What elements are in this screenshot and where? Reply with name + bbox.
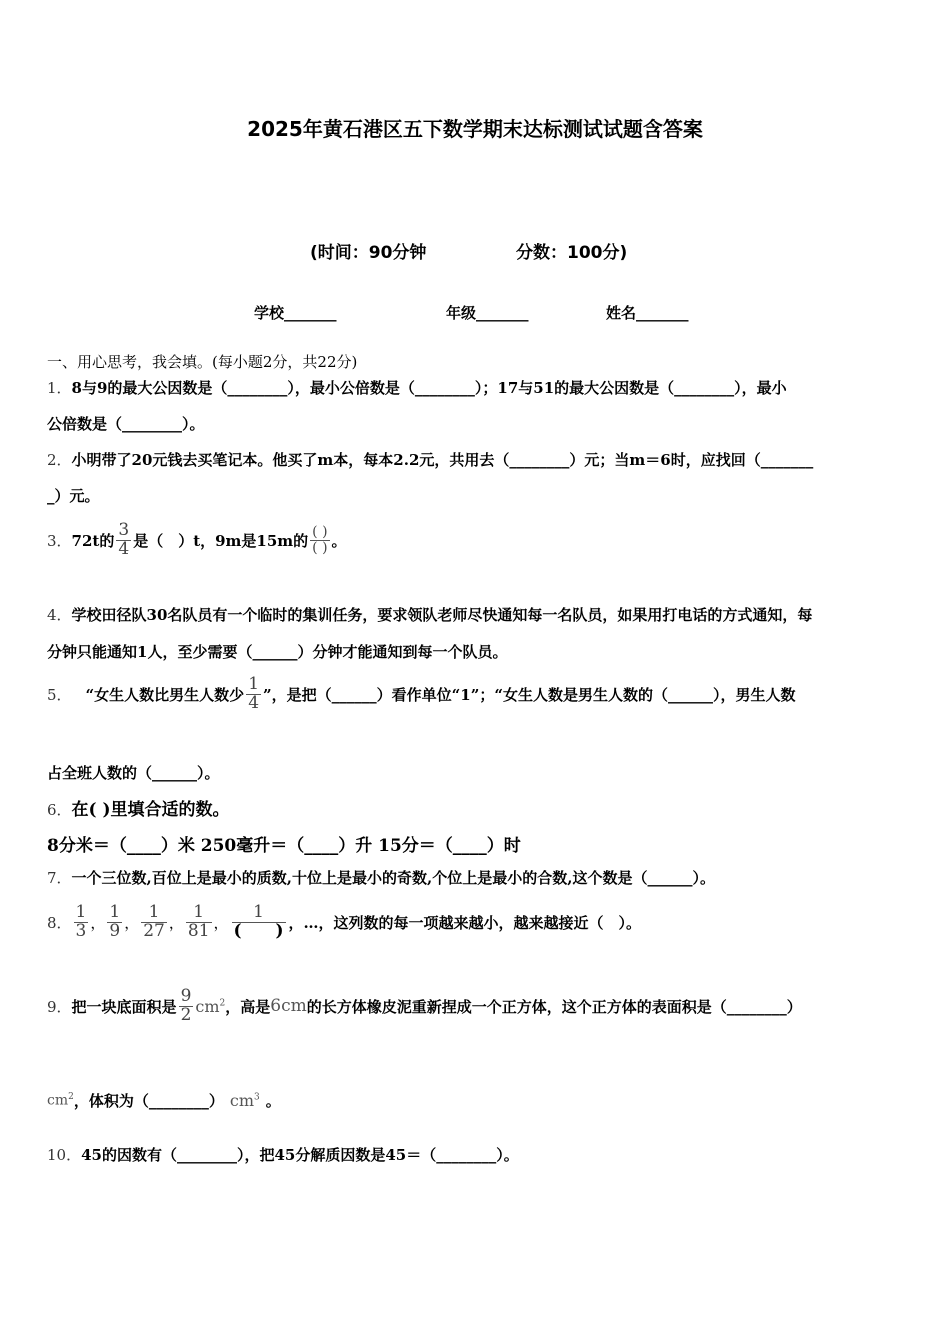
question-3: 3． 72t的 $\frac{3}{4}$ 是（ ）t，9m是15m的 $\frac{( )}{( )}$ 。 (47, 520, 347, 559)
question-9-cont: $cm^2$ ，体积为（________） $cm^3$ 。 (47, 1091, 281, 1110)
section-heading: 一、用心思考，我会填。(每小题2分，共22分) (47, 353, 358, 371)
question-9: 9． 把一块底面积是 $\frac{9}{2}$ $cm^2$ ，高是 6cm 的长方体橡皮泥重新捏成一个正方体，这个正方体的表面积是（________） (47, 986, 802, 1025)
question-text: ，…，这列数的每一项越来越小，越来越接近（ ）。 (288, 913, 642, 932)
fraction: $\frac{1}{27}$ (143, 902, 165, 941)
question-number: 2． (47, 451, 72, 469)
question-text: 小明带了20元钱去买笔记本。他买了m本，每本2.2元，共用去（________）元；当m＝6时，应找回（_______ (71, 451, 814, 469)
question-number: 9． (47, 997, 72, 1016)
school-field: 学校_______ (254, 304, 337, 322)
fraction-blank: $\frac{1}{( )}$ (233, 902, 284, 941)
question-5-cont: 占全班人数的（______）。 (47, 764, 220, 782)
question-number: 5． (47, 685, 72, 704)
unit-cm2: $cm^2$ (47, 1092, 74, 1109)
fraction: $\frac{3}{4}$ (118, 520, 130, 559)
fraction-blank: $\frac{( )}{( )}$ (312, 524, 328, 556)
fraction: $\frac{1}{3}$ (75, 902, 87, 941)
question-2-cont: _）元。 (47, 487, 100, 505)
exam-time: (时间：90分钟 (310, 243, 427, 263)
question-text: 一个三位数,百位上是最小的质数,十位上是最小的奇数,个位上是最小的合数,这个数是（______）。 (71, 869, 715, 887)
question-8: 8． $\frac{1}{3}$ ， $\frac{1}{9}$ ， $\frac{1}{27}$ ， $\frac{1}{81}$ ， $\frac{1}{( )}$ ，…，这列数的每一项越来越小，越来越接近（ ）。 (47, 902, 642, 941)
question-text: 45的因数有（________），把45分解质因数是45＝（________）。 (81, 1146, 519, 1164)
page-title: 2025年黄石港区五下数学期末达标测试试题含答案 (247, 117, 703, 141)
question-6 (47, 795, 230, 820)
question-number: 8． (47, 913, 72, 932)
question-text: “女生人数比男生人数少 (85, 685, 245, 704)
fraction: $\frac{1}{81}$ (187, 902, 210, 941)
question-number: 7． (47, 869, 72, 887)
question-4-cont: 分钟只能通知1人，至少需要（______）分钟才能通知到每一个队员。 (47, 643, 508, 661)
exam-score: 分数：100分) (516, 243, 628, 263)
question-7 (47, 867, 715, 888)
question-text: 的长方体橡皮泥重新捏成一个正方体，这个正方体的表面积是（________） (306, 997, 802, 1016)
question-text: 学校田径队30名队员有一个临时的集训任务，要求领队老师尽快通知每一名队员，如果用打电话的方式通知，每 (71, 606, 813, 624)
question-number: 3． (47, 531, 72, 550)
fraction: $\frac{9}{2}$ (180, 986, 192, 1025)
fraction: $\frac{1}{9}$ (109, 902, 121, 941)
question-6-line: 8分米＝（____）米 250毫升＝（____）升 15分＝（____）时 (47, 836, 521, 856)
question-text: 把一块底面积是 (71, 997, 177, 1016)
fraction: $\frac{1}{4}$ (248, 674, 260, 713)
question-1 (47, 377, 787, 398)
height-value: 6cm (270, 996, 307, 1017)
question-text: 在( )里填合适的数。 (71, 800, 230, 820)
question-number: 6． (47, 801, 72, 819)
question-2 (47, 449, 813, 470)
question-text: 8与9的最大公因数是（________），最小公倍数是（________）；17与51的最大公因数是（________），最小 (71, 379, 787, 397)
question-10 (47, 1144, 519, 1165)
question-text: 72t的 (71, 531, 115, 550)
question-text: ”，是把（______）看作单位“1”；“女生人数是男生人数的（______），男生人数 (263, 685, 796, 704)
unit-cm2: $cm^2$ (195, 996, 226, 1016)
grade-field: 年级_______ (446, 304, 529, 322)
unit-cm3: $cm^3$ (229, 1091, 260, 1110)
question-number: 10． (47, 1146, 82, 1164)
question-number: 4． (47, 606, 72, 624)
name-field: 姓名_______ (606, 304, 689, 322)
question-4 (47, 604, 812, 625)
question-text: 是（ ）t，9m是15m的 (133, 531, 309, 550)
question-5 (47, 676, 795, 713)
question-number: 1． (47, 379, 72, 397)
question-1-cont: 公倍数是（________）。 (47, 415, 205, 433)
